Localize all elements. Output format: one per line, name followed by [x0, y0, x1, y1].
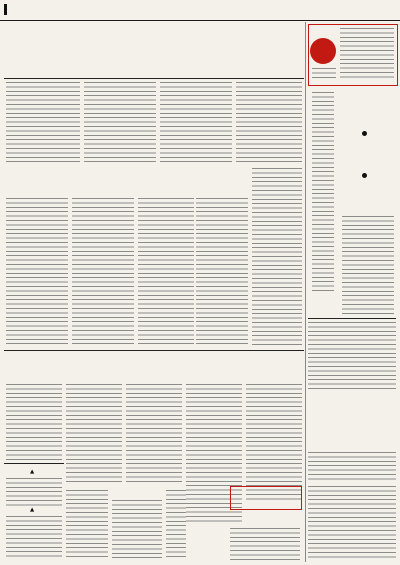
space-text — [308, 452, 396, 482]
right-divider-1 — [308, 318, 396, 319]
story3-text-col-1 — [6, 384, 62, 460]
commentary-text — [340, 28, 394, 80]
story2-text-col-2 — [72, 198, 134, 346]
page-header — [0, 0, 400, 21]
commentary-body-right — [342, 216, 394, 316]
story3-text-col-3 — [126, 384, 182, 484]
story2-text-col-5 — [252, 168, 302, 346]
interview-box — [230, 486, 302, 510]
lead-text-col-3 — [160, 82, 232, 162]
qa-divider — [4, 463, 64, 464]
qa-text-3 — [66, 490, 108, 560]
separator-dot-icon — [362, 131, 367, 136]
qa-text-4 — [112, 500, 162, 560]
right-text-1 — [308, 322, 396, 392]
commentary-badge-label — [310, 38, 336, 43]
qa-text-2 — [6, 516, 62, 560]
common-prosperity-text — [230, 528, 300, 560]
lead-text-col-4 — [236, 82, 302, 162]
lead-divider — [4, 78, 304, 79]
qa-text-5 — [166, 490, 186, 560]
story3-text-col-5 — [246, 384, 302, 500]
story2-text-col-1 — [6, 198, 68, 346]
right-column-divider — [305, 22, 306, 562]
lead-text-col-1 — [6, 82, 80, 162]
section-bar-icon — [4, 4, 7, 15]
commentary-body-left — [312, 92, 334, 292]
lead-text-col-2 — [84, 82, 156, 162]
story3-divider — [4, 350, 304, 351]
right-text-2 — [308, 486, 396, 560]
story3-text-col-2 — [66, 384, 122, 484]
section-tag — [4, 3, 10, 17]
qa-heading-1: ▲ — [30, 469, 35, 475]
commentary-text-2 — [312, 68, 336, 80]
separator-dot-icon — [362, 173, 367, 178]
qa-heading-2: ▲ — [30, 507, 35, 513]
qa-text-1 — [6, 478, 62, 506]
story2-text-col-4 — [196, 198, 248, 346]
story2-text-col-3 — [138, 198, 194, 346]
commentary-badge — [310, 38, 336, 64]
